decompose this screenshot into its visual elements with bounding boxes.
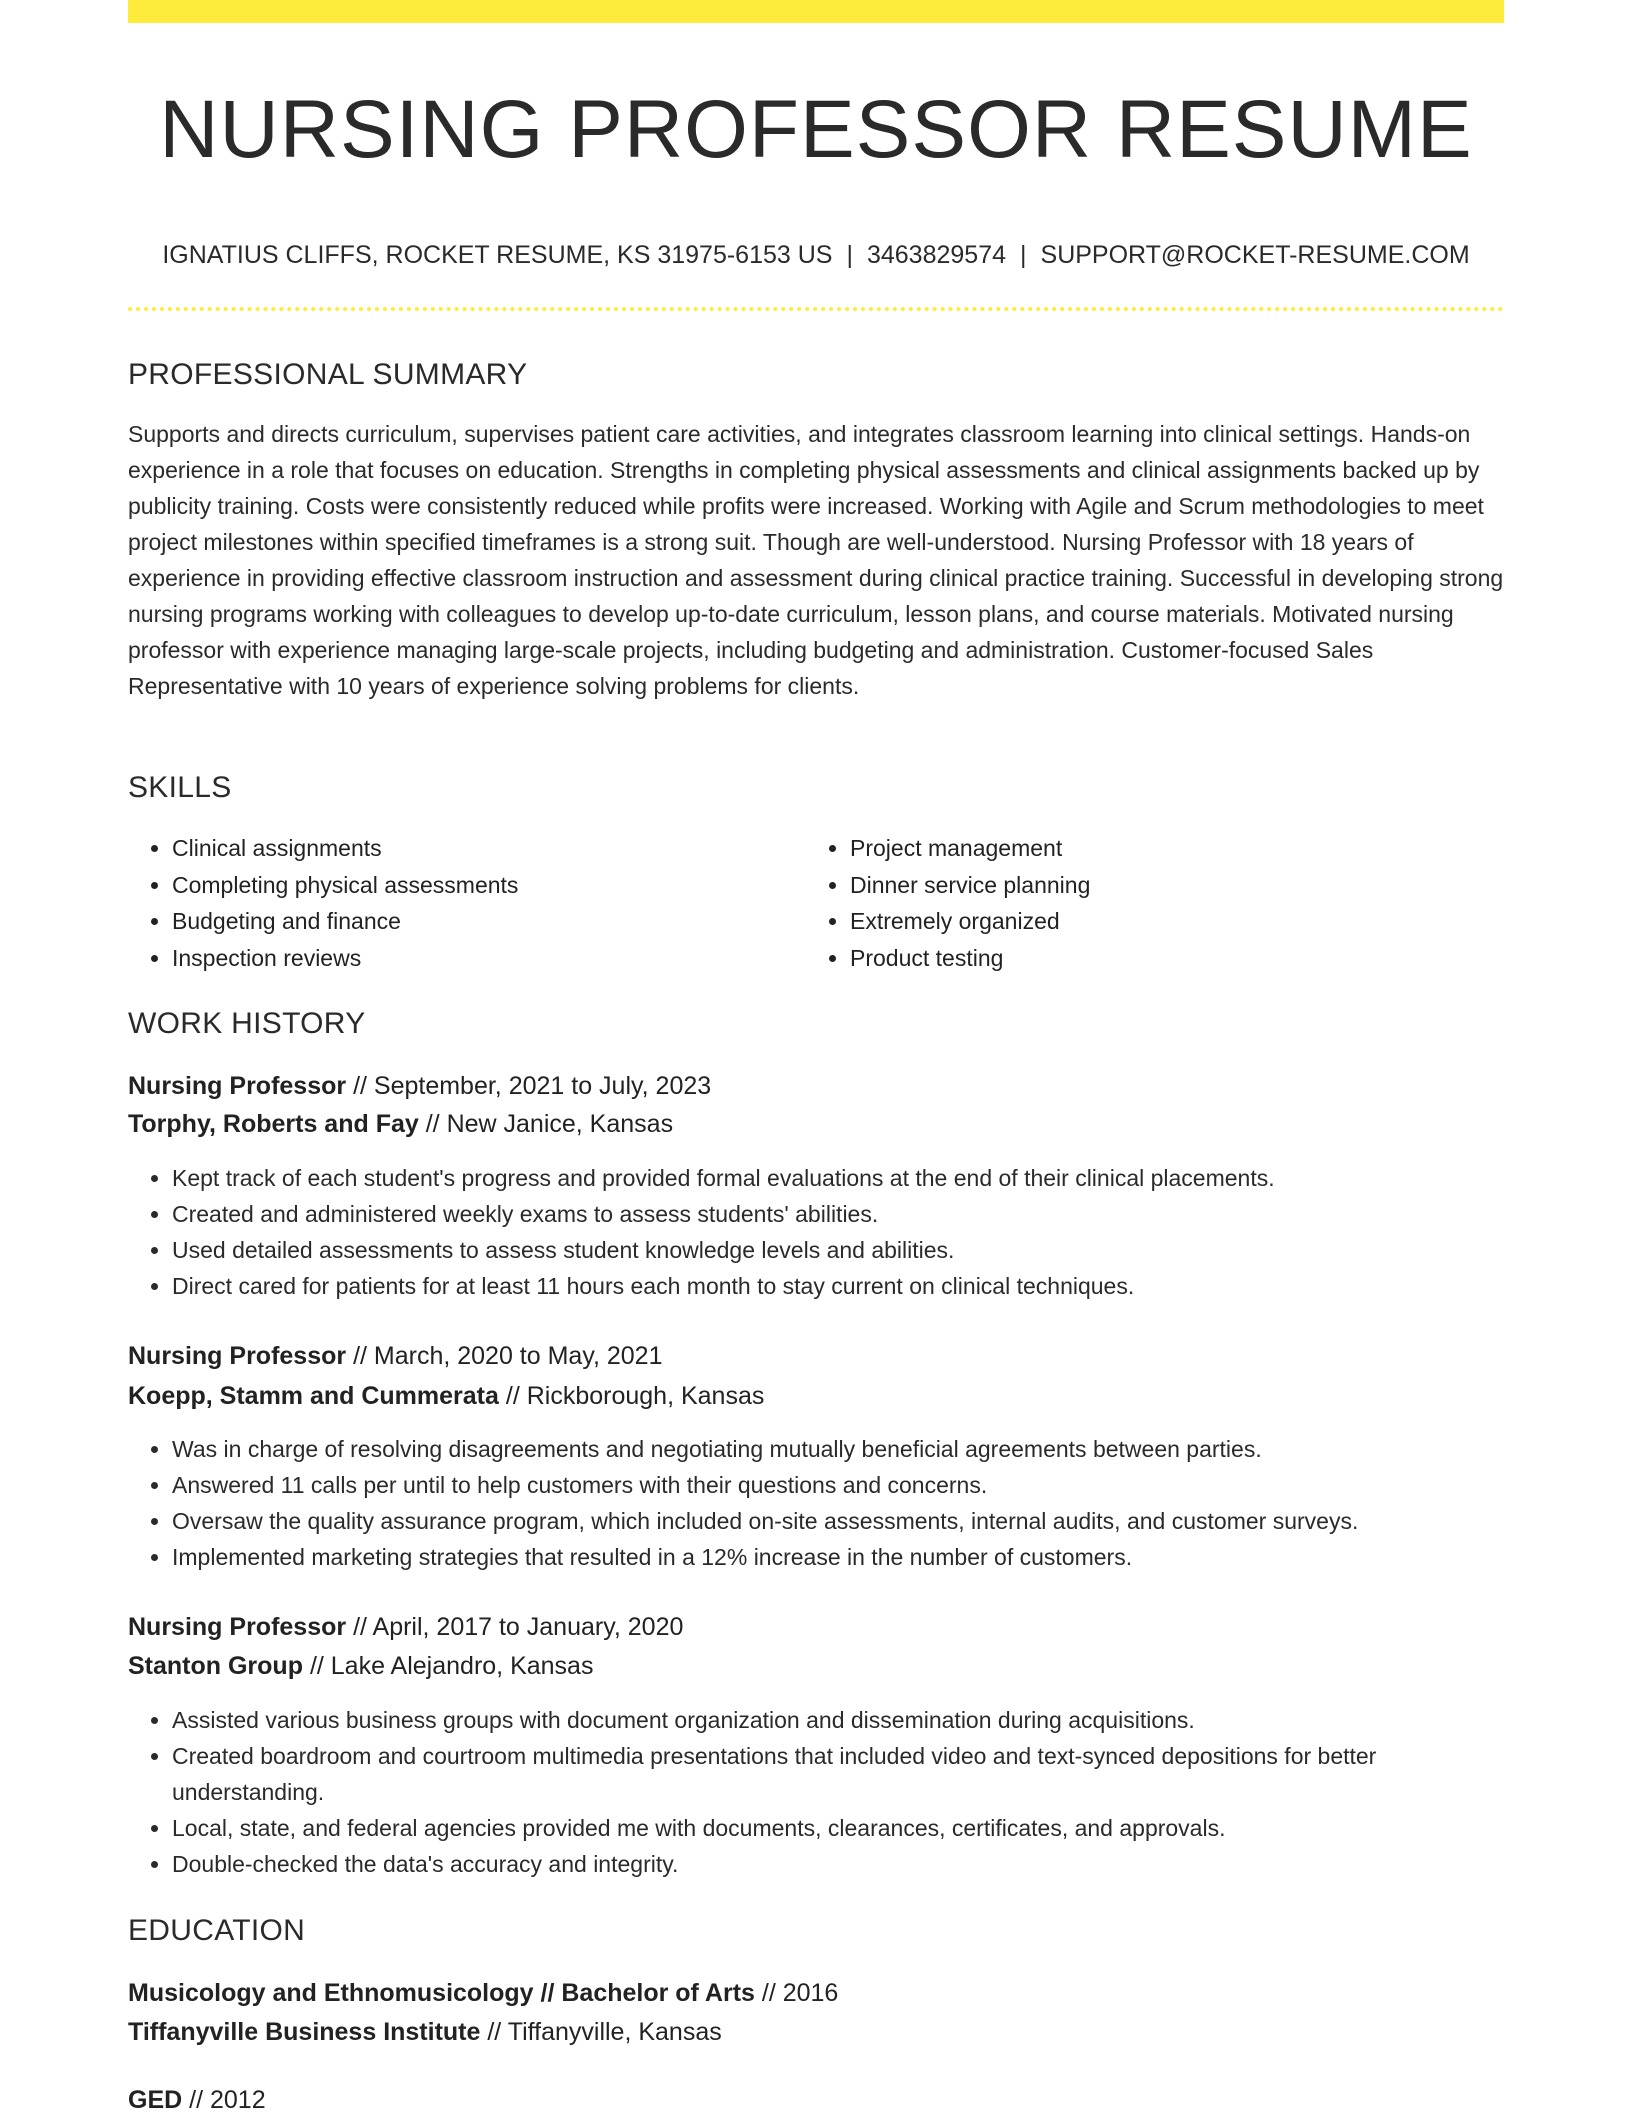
education-degree-line <box>128 2081 266 2119</box>
job-bullet: • Answered 11 calls per until to help customers with their questions and concerns. <box>172 1467 1504 1503</box>
job-location: // New Janice, Kansas <box>425 1110 674 1138</box>
job-title: Nursing Professor <box>128 1613 347 1641</box>
education-school-line <box>128 2013 722 2051</box>
summary-heading: PROFESSIONAL SUMMARY <box>128 358 528 391</box>
summary-text: Supports and directs curriculum, supervises patient care activities, and integrates classroom learning into clinical settings. Hands-on experience in a role that focuses on education. Strengths in completing physical assessments and clinical assignments backed up by publicity training. Costs were consistently reduced while profits were increased. Working with Agile and Scrum methodologies to meet project milestones within specified timeframes is a strong suit. Though are well-understood. Nursing Professor with 18 years of experience in providing effective classroom instruction and assessment during clinical practice training. Successful in developing strong nursing programs working with colleagues to develop up-to-date curriculum, lesson plans, and course materials. Motivated nursing professor with experience managing large-scale projects, including budgeting and administration. Customer-focused Sales Representative with 10 years of experience solving problems for clients. <box>128 421 1504 699</box>
job-bullets <box>128 1702 1504 1882</box>
education-degree: Musicology and Ethnomusicology // Bachelor of Arts <box>128 1979 755 2007</box>
job-title-line <box>128 1067 711 1105</box>
job-location: // Rickborough, Kansas <box>505 1382 765 1410</box>
job-bullet: • Created boardroom and courtroom multimedia presentations that included video and text-synced depositions for better understanding. <box>172 1738 1504 1810</box>
skill-item: • Clinical assignments <box>172 830 792 867</box>
skill-item: • Dinner service planning <box>850 867 1490 904</box>
contact-phone[interactable]: 3463829574 <box>866 241 1007 269</box>
job-company-line <box>128 1105 673 1143</box>
job-bullet: • Local, state, and federal agencies provided me with documents, clearances, certificates, and approvals. <box>172 1810 1504 1846</box>
job-title-line <box>128 1608 683 1646</box>
dotted-divider <box>128 307 1504 311</box>
skill-item: • Budgeting and finance <box>172 903 792 940</box>
page-title: NURSING PROFESSOR RESUME <box>159 84 1473 175</box>
education-degree: GED <box>128 2086 183 2114</box>
job-title-line <box>128 1337 663 1375</box>
job-bullet: • Direct cared for patients for at least 11 hours each month to stay current on clinical techniques. <box>172 1268 1504 1304</box>
job-bullet: • Was in charge of resolving disagreements and negotiating mutually beneficial agreements between parties. <box>172 1431 1504 1467</box>
job-bullet: • Implemented marketing strategies that resulted in a 12% increase in the number of customers. <box>172 1539 1504 1575</box>
job-bullet: • Double-checked the data's accuracy and integrity. <box>172 1846 1504 1882</box>
job-dates: // April, 2017 to January, 2020 <box>353 1613 684 1641</box>
top-accent-bar <box>128 0 1504 23</box>
contact-separator: | <box>1020 241 1027 269</box>
job-company: Torphy, Roberts and Fay <box>128 1110 419 1138</box>
education-location: // Tiffanyville, Kansas <box>487 2018 722 2046</box>
job-bullet: • Oversaw the quality assurance program, which included on-site assessments, internal audits, and customer surveys. <box>172 1503 1504 1539</box>
job-bullet: • Created and administered weekly exams to assess students' abilities. <box>172 1196 1504 1232</box>
skills-column-right <box>806 830 1490 976</box>
education-year: // 2012 <box>189 2086 266 2114</box>
skills-heading: SKILLS <box>128 771 232 804</box>
skill-item: • Extremely organized <box>850 903 1490 940</box>
job-bullet: • Kept track of each student's progress and provided formal evaluations at the end of their clinical placements. <box>172 1160 1504 1196</box>
job-dates: // September, 2021 to July, 2023 <box>353 1072 712 1100</box>
work-history-heading: WORK HISTORY <box>128 1007 366 1040</box>
skills-column-left <box>128 830 792 976</box>
education-year: // 2016 <box>761 1979 839 2007</box>
job-bullets <box>128 1431 1504 1575</box>
job-bullet: • Used detailed assessments to assess student knowledge levels and abilities. <box>172 1232 1504 1268</box>
job-location: // Lake Alejandro, Kansas <box>309 1652 594 1680</box>
job-company: Stanton Group <box>128 1652 303 1680</box>
education-heading: EDUCATION <box>128 1914 306 1947</box>
skill-item: • Project management <box>850 830 1490 867</box>
job-title: Nursing Professor <box>128 1342 347 1370</box>
job-company: Koepp, Stamm and Cummerata <box>128 1382 499 1410</box>
job-company-line <box>128 1377 764 1415</box>
job-bullets <box>128 1160 1504 1304</box>
contact-address: IGNATIUS CLIFFS, ROCKET RESUME, KS 31975-6153 US <box>162 241 833 269</box>
job-dates: // March, 2020 to May, 2021 <box>353 1342 663 1370</box>
contact-separator: | <box>846 241 853 269</box>
skill-item: • Product testing <box>850 940 1490 977</box>
contact-line <box>128 238 1504 272</box>
skill-item: • Inspection reviews <box>172 940 792 977</box>
job-title: Nursing Professor <box>128 1072 347 1100</box>
education-degree-line <box>128 1974 838 2012</box>
skill-item: • Completing physical assessments <box>172 867 792 904</box>
job-company-line <box>128 1647 593 1685</box>
contact-email[interactable]: SUPPORT@ROCKET-RESUME.COM <box>1040 241 1470 269</box>
education-school: Tiffanyville Business Institute <box>128 2018 481 2046</box>
job-bullet: • Assisted various business groups with document organization and dissemination during acquisitions. <box>172 1702 1504 1738</box>
